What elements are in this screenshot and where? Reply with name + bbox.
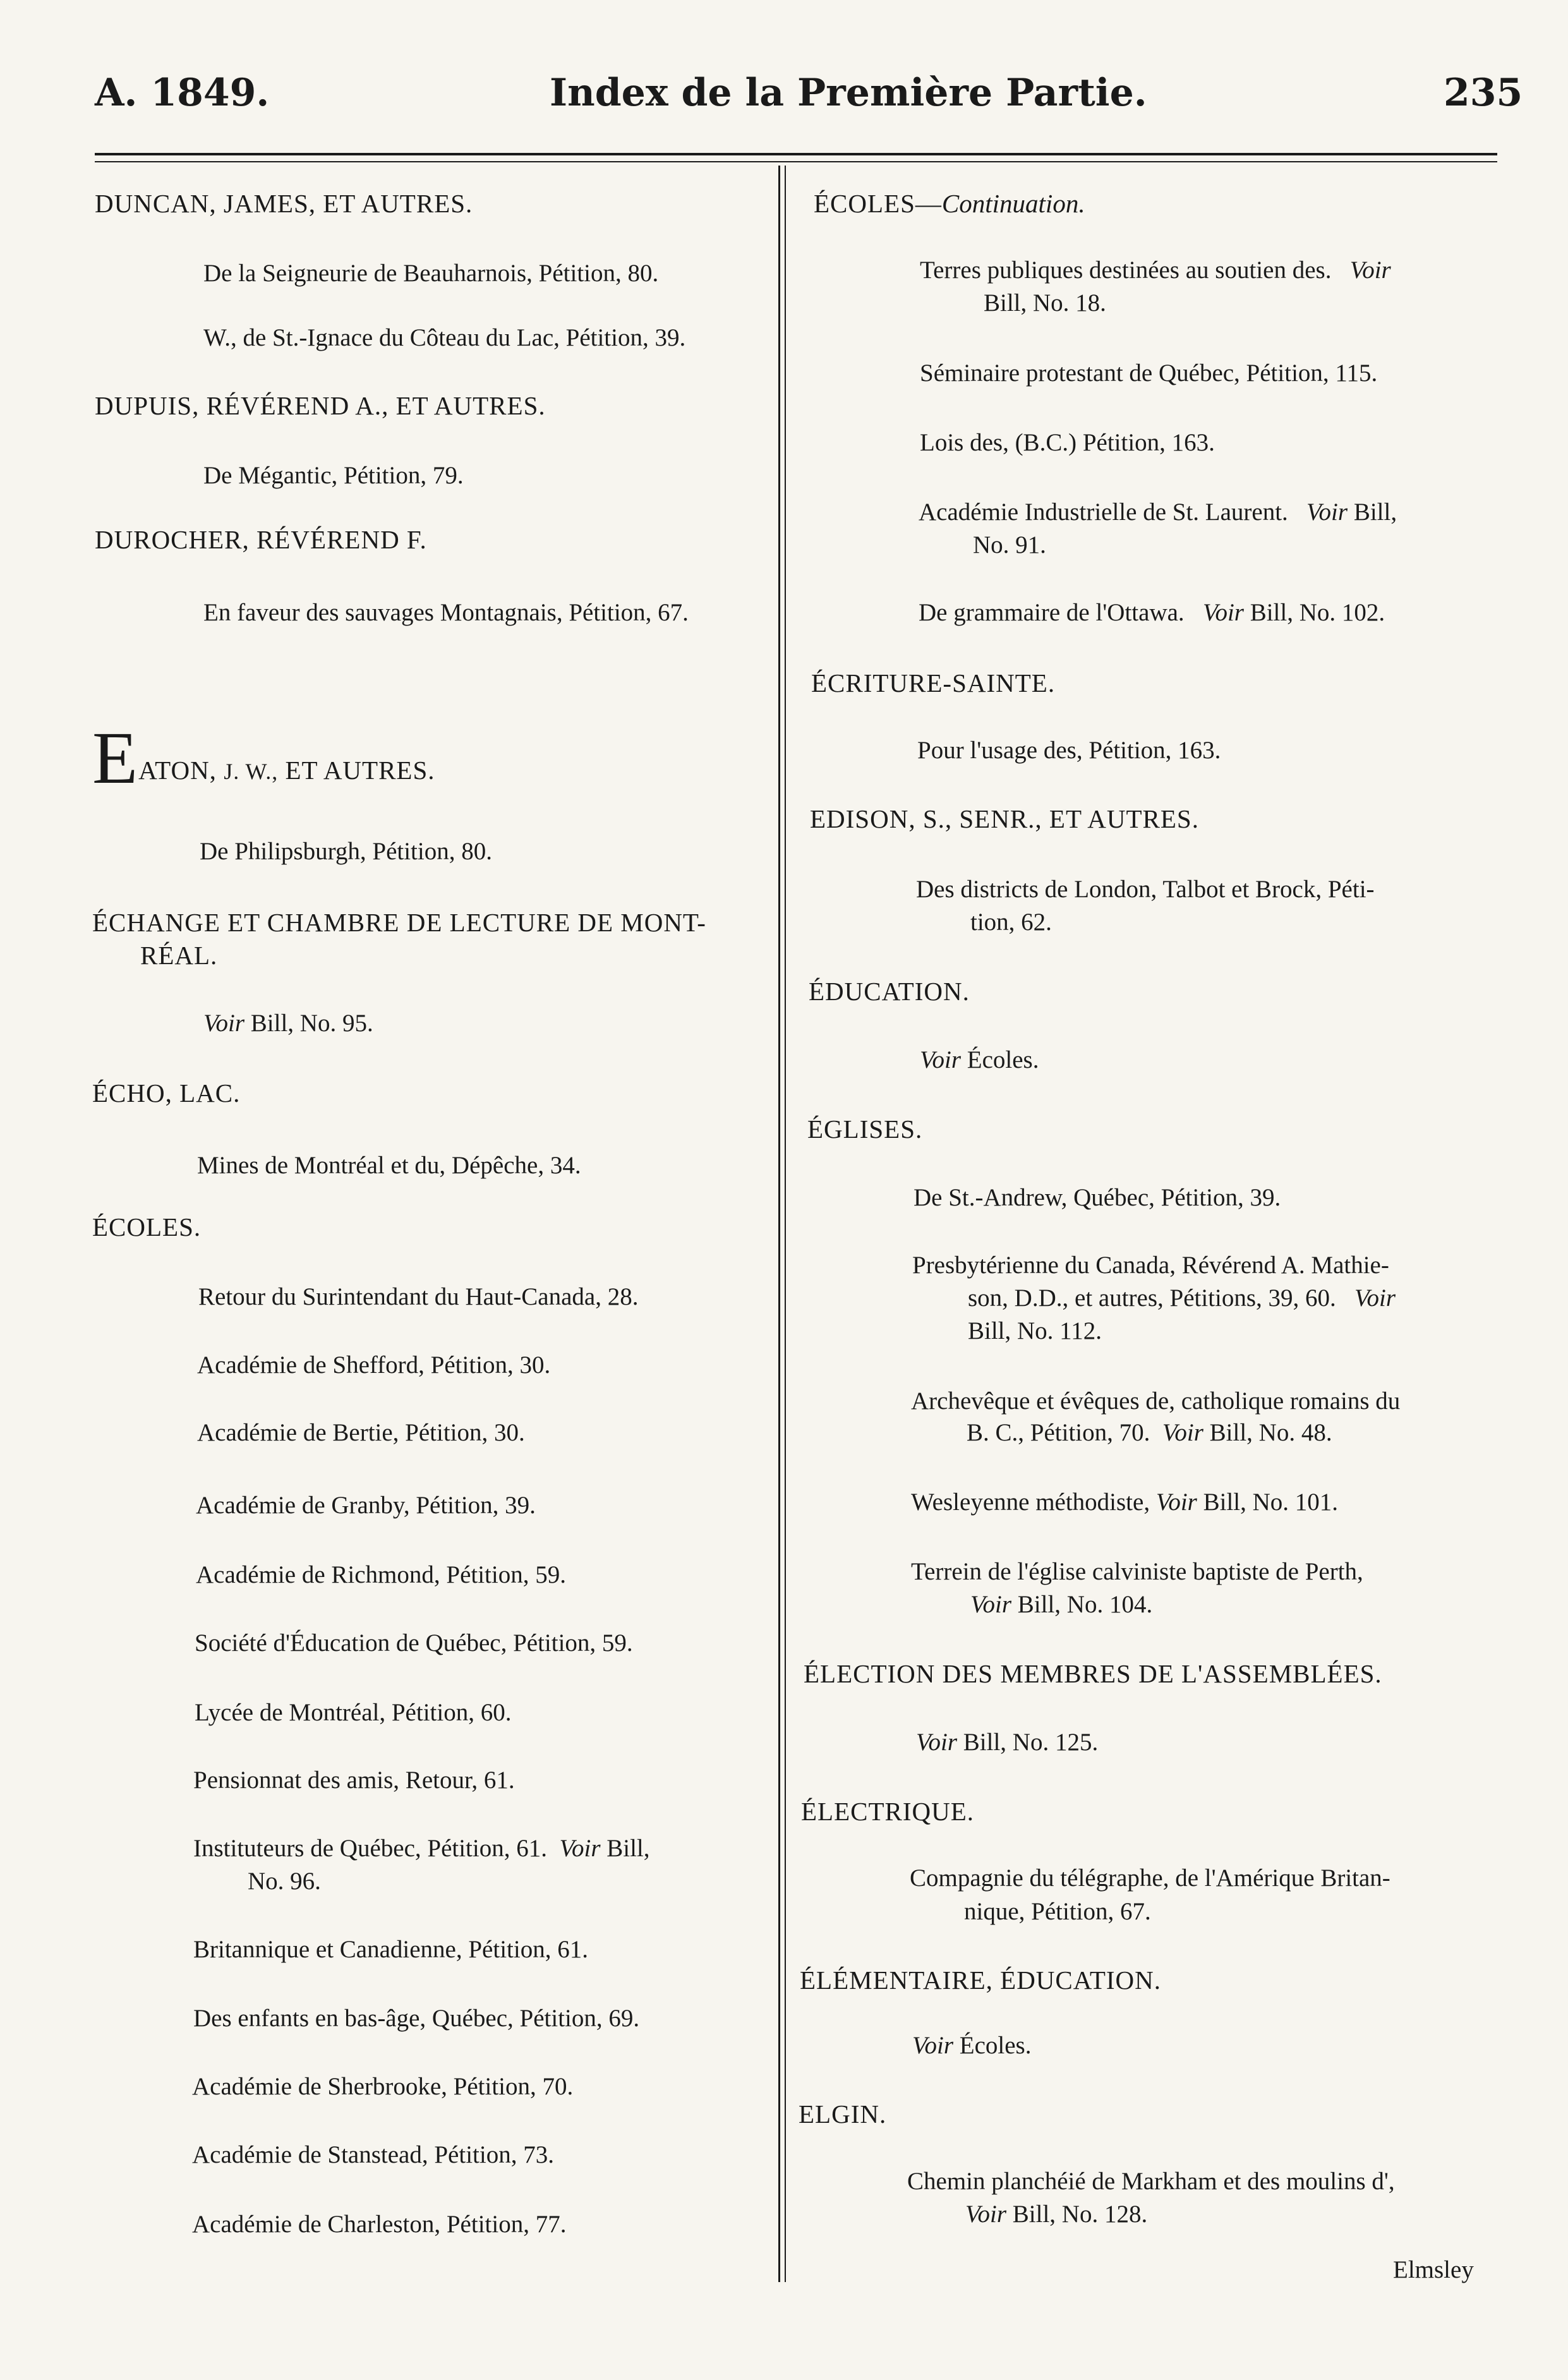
list-item	[911, 1488, 1338, 1516]
header-year: A. 1849.	[95, 71, 270, 115]
voir-ref: Bill, No. 48.	[1209, 1419, 1332, 1446]
list-item: Lycée de Montréal, Pétition, 60.	[195, 1699, 512, 1726]
terres-text: Terres publiques destinées au soutien des.	[920, 257, 1332, 284]
eaton-heading-rest: ATON,	[138, 756, 217, 785]
list-item-continuation	[968, 1284, 1396, 1312]
column-divider-inner	[785, 166, 786, 2282]
entry-heading-eglises: ÉGLISES.	[807, 1114, 923, 1144]
voir-label: Voir	[203, 1010, 245, 1037]
entry-heading-eaton	[92, 716, 435, 799]
list-item: Presbytérienne du Canada, Révérend A. Mathie-	[912, 1252, 1389, 1279]
voir-ref: Bill,	[1353, 498, 1397, 526]
voir-label: Voir	[912, 2032, 954, 2059]
list-item	[920, 256, 1391, 284]
eaton-initials: J. W.,	[224, 759, 279, 784]
entry-heading-electrique: ÉLECTRIQUE.	[801, 1797, 975, 1826]
voir-label: Voir	[920, 1046, 962, 1073]
entry-heading-echo: ÉCHO, LAC.	[92, 1078, 241, 1108]
entry-heading-elgin: ELGIN.	[799, 2099, 887, 2129]
list-item: Chemin planchéié de Markham et des moulins d',	[907, 2168, 1395, 2195]
page-title: Index de la Première Partie.	[550, 71, 1147, 115]
list-item: Des districts de London, Talbot et Brock, Péti-	[916, 876, 1375, 903]
voir-label: Voir	[1162, 1419, 1203, 1446]
list-item	[193, 1834, 650, 1863]
list-item-continuation	[965, 2200, 1147, 2228]
entry-heading-elementaire: ÉLÉMENTAIRE, ÉDUCATION.	[800, 1966, 1161, 1995]
voir-label: Voir	[1306, 498, 1348, 526]
voir-label: Voir	[970, 1591, 1012, 1618]
list-item: De Philipsburgh, Pétition, 80.	[200, 838, 492, 865]
list-item: De Mégantic, Pétition, 79.	[203, 462, 464, 489]
list-item: Des enfants en bas-âge, Québec, Pétition, 69.	[193, 2005, 640, 2032]
entry-heading-durocher: DUROCHER, RÉVÉREND F.	[95, 525, 427, 554]
voir-label: Voir	[965, 2201, 1007, 2228]
list-item-continuation: No. 96.	[248, 1868, 321, 1895]
list-item: Académie de Richmond, Pétition, 59.	[196, 1561, 566, 1588]
list-item: Archevêque et évêques de, catholique romains du	[911, 1387, 1401, 1415]
list-item: Académie de Granby, Pétition, 39.	[196, 1492, 536, 1519]
list-item: Retour du Surintendant du Haut-Canada, 28.	[198, 1283, 639, 1310]
list-item: Académie de Charleston, Pétition, 77.	[192, 2211, 567, 2238]
list-item: Compagnie du télégraphe, de l'Amérique Britan-	[910, 1864, 1390, 1892]
list-item: Académie de Sherbrooke, Pétition, 70.	[192, 2073, 574, 2100]
voir-label: Voir	[1349, 257, 1391, 284]
list-item: Terrein de l'église calviniste baptiste de Perth,	[911, 1558, 1363, 1585]
list-item-continuation	[967, 1418, 1332, 1447]
entry-heading-edison: EDISON, S., SENR., ET AUTRES.	[810, 804, 1199, 833]
list-item: Académie de Shefford, Pétition, 30.	[197, 1351, 551, 1379]
grammaire-text: De grammaire de l'Ottawa.	[919, 599, 1185, 626]
list-item	[912, 2031, 1031, 2060]
voir-ref: Bill, No. 128.	[1012, 2201, 1148, 2228]
voir-ref: Écoles.	[967, 1046, 1039, 1073]
voir-ref: Bill, No. 95.	[250, 1010, 373, 1037]
entry-heading-duncan: DUNCAN, JAMES, ET AUTRES.	[95, 189, 473, 218]
entry-heading-election: ÉLECTION DES MEMBRES DE L'ASSEMBLÉES.	[804, 1659, 1382, 1688]
list-item: W., de St.-Ignace du Côteau du Lac, Pétition, 39.	[203, 324, 686, 351]
list-item	[916, 1728, 1098, 1756]
arch-text: B. C., Pétition, 70.	[967, 1419, 1150, 1446]
list-item: Séminaire protestant de Québec, Pétition, 115.	[920, 359, 1378, 387]
voir-ref: Bill, No. 101.	[1203, 1489, 1339, 1516]
voir-ref: Écoles.	[959, 2032, 1032, 2059]
voir-ref: Bill, No. 125.	[963, 1729, 1099, 1756]
list-item	[203, 1009, 373, 1037]
voir-label: Voir	[1354, 1284, 1396, 1312]
ecoles-cont-heading: ÉCOLES—	[814, 189, 942, 218]
voir-label: Voir	[1155, 1489, 1197, 1516]
list-item: Société d'Éducation de Québec, Pétition, 59.	[195, 1629, 633, 1657]
list-item	[919, 598, 1385, 627]
column-divider	[778, 166, 780, 2282]
eaton-heading-tail: ET AUTRES.	[285, 756, 435, 785]
entry-heading-ecoles: ÉCOLES.	[92, 1212, 202, 1241]
list-item: En faveur des sauvages Montagnais, Pétition, 67.	[203, 599, 689, 626]
list-item: Pensionnat des amis, Retour, 61.	[193, 1767, 515, 1794]
entry-heading-ecriture: ÉCRITURE-SAINTE.	[811, 668, 1056, 698]
voir-label: Voir	[916, 1729, 958, 1756]
list-item-continuation	[970, 1590, 1152, 1619]
drop-cap: E	[92, 716, 139, 799]
catchword: Elmsley	[1393, 2256, 1474, 2283]
list-item	[920, 1046, 1039, 1074]
list-item: De St.-Andrew, Québec, Pétition, 39.	[914, 1184, 1281, 1211]
list-item-continuation: tion, 62.	[970, 909, 1052, 936]
list-item: De la Seigneurie de Beauharnois, Pétition, 80.	[203, 260, 659, 287]
entry-heading-ecoles-cont	[814, 188, 1085, 219]
continuation-label: Continuation.	[941, 189, 1085, 218]
list-item-continuation: Bill, No. 112.	[968, 1317, 1102, 1344]
list-item	[919, 498, 1397, 526]
list-item-continuation: No. 91.	[973, 531, 1046, 559]
header-rule-top	[95, 153, 1497, 155]
voir-ref: Bill, No. 104.	[1017, 1591, 1153, 1618]
list-item: Mines de Montréal et du, Dépêche, 34.	[197, 1152, 581, 1179]
voir-ref: Bill, No. 102.	[1250, 599, 1385, 626]
list-item: Britannique et Canadienne, Pétition, 61.	[193, 1936, 588, 1963]
header-rule-bottom	[95, 161, 1497, 162]
voir-ref: Bill,	[606, 1835, 650, 1862]
voir-label: Voir	[559, 1835, 601, 1862]
list-item: Académie de Stanstead, Pétition, 73.	[192, 2141, 554, 2168]
entry-heading-education: ÉDUCATION.	[809, 977, 970, 1006]
instituteurs-text: Instituteurs de Québec, Pétition, 61.	[193, 1835, 547, 1862]
page-number: 235	[1444, 71, 1523, 115]
list-item-continuation: nique, Pétition, 67.	[964, 1898, 1151, 1925]
list-item: Académie de Bertie, Pétition, 30.	[197, 1419, 525, 1446]
entry-heading-echange: ÉCHANGE ET CHAMBRE DE LECTURE DE MONT-	[92, 908, 706, 937]
presby-text: son, D.D., et autres, Pétitions, 39, 60.	[968, 1284, 1336, 1312]
academie-text: Académie Industrielle de St. Laurent.	[919, 498, 1288, 526]
wesley-text: Wesleyenne méthodiste,	[911, 1489, 1150, 1516]
list-item: Pour l'usage des, Pétition, 163.	[917, 737, 1221, 764]
entry-heading-dupuis: DUPUIS, RÉVÉREND A., ET AUTRES.	[95, 391, 546, 420]
list-item-continuation: Bill, No. 18.	[984, 289, 1106, 317]
entry-heading-echange-cont: RÉAL.	[140, 941, 218, 970]
voir-label: Voir	[1202, 599, 1244, 626]
list-item: Lois des, (B.C.) Pétition, 163.	[920, 429, 1215, 456]
